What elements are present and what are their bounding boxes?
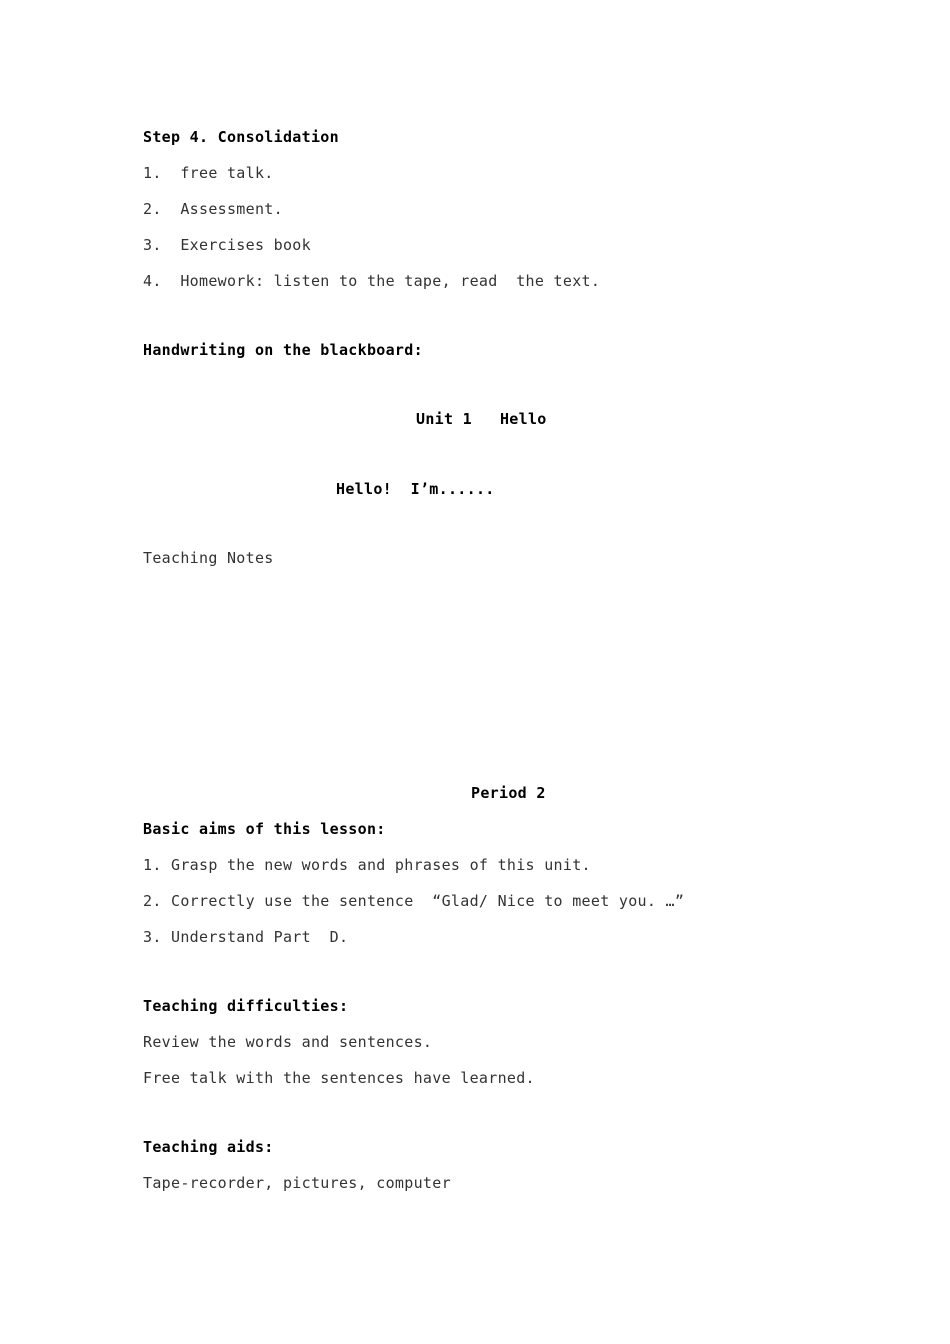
difficulty-item-2: Free talk with the sentences have learned. (143, 1069, 535, 1087)
blackboard-phrase: Hello! I’m...... (336, 480, 495, 498)
difficulties-heading: Teaching difficulties: (143, 997, 349, 1015)
period2-title: Period 2 (471, 784, 546, 802)
aim-item-3: 3. Understand Part D. (143, 928, 349, 946)
blackboard-heading: Handwriting on the blackboard: (143, 341, 423, 359)
aims-heading: Basic aims of this lesson: (143, 820, 386, 838)
aim-item-2: 2. Correctly use the sentence “Glad/ Nice to meet you. …” (143, 892, 685, 910)
aim-item-1: 1. Grasp the new words and phrases of this unit. (143, 856, 591, 874)
teaching-notes: Teaching Notes (143, 549, 274, 567)
aids-text: Tape-recorder, pictures, computer (143, 1174, 451, 1192)
blackboard-unit-title: Unit 1 Hello (416, 410, 547, 428)
step4-item-3: 3. Exercises book (143, 236, 311, 254)
step4-item-4: 4. Homework: listen to the tape, read the text. (143, 272, 601, 290)
difficulty-item-1: Review the words and sentences. (143, 1033, 433, 1051)
step4-item-1: 1. free talk. (143, 164, 274, 182)
aids-heading: Teaching aids: (143, 1138, 274, 1156)
step4-heading: Step 4. Consolidation (143, 128, 339, 146)
step4-item-2: 2. Assessment. (143, 200, 283, 218)
